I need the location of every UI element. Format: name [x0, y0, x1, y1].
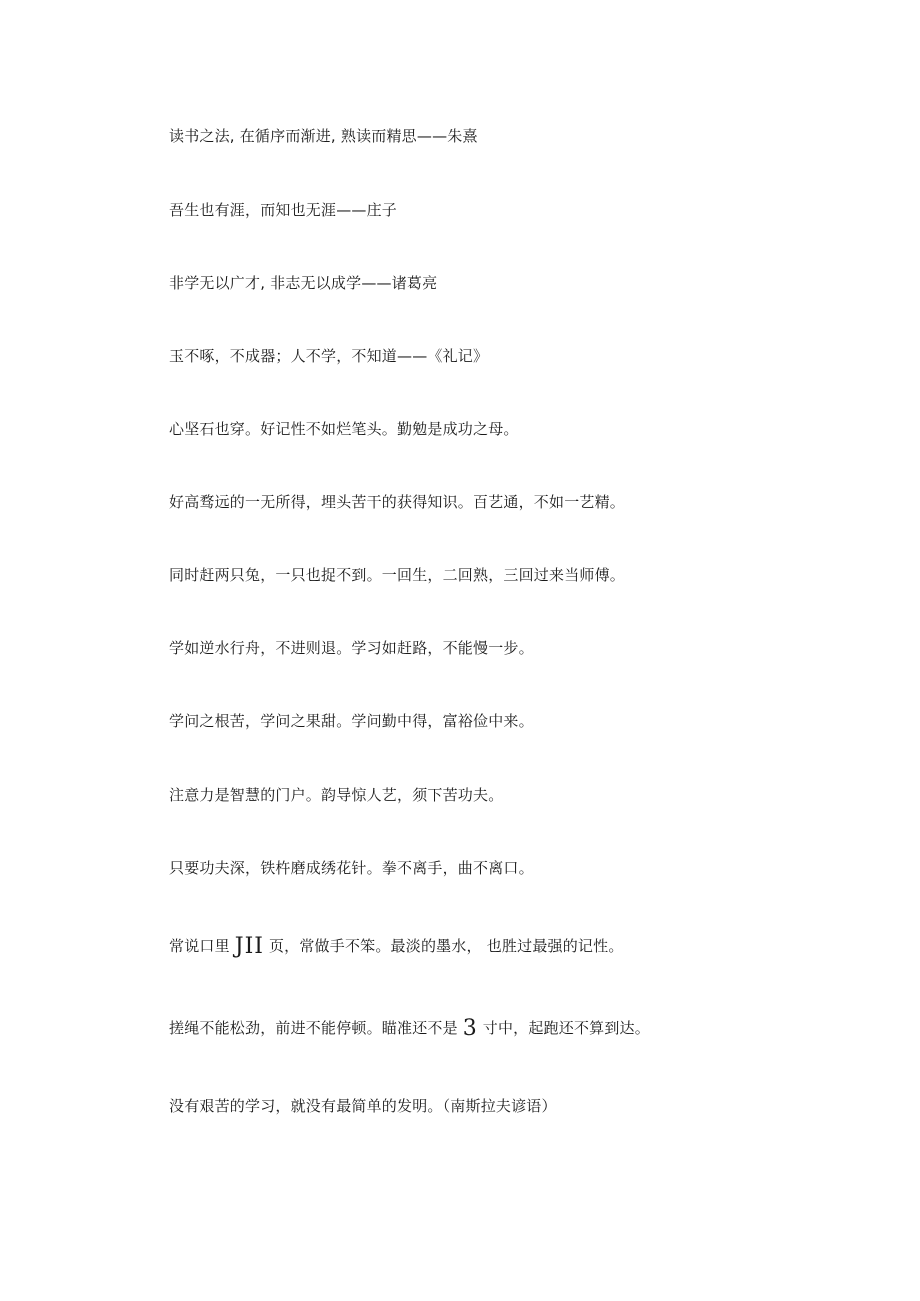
quote-line-9: 学问之根苦，学问之果甜。学问勤中得，富裕俭中来。: [169, 712, 534, 730]
quote-line-12-before: 常说口里: [169, 937, 230, 955]
quote-line-13-special: 3: [462, 1016, 478, 1041]
quote-line-5: 心坚石也穿。好记性不如烂笔头。勤勉是成功之母。: [169, 420, 519, 438]
quote-line-12: [169, 936, 624, 957]
quote-line-12-special: JII: [234, 934, 264, 959]
quote-line-8: 学如逆水行舟，不进则退。学习如赶路，不能慢一步。: [169, 639, 534, 657]
quote-line-7: 同时赶两只兔，一只也捉不到。一回生，二回熟，三回过来当师傅。: [169, 566, 626, 584]
quote-line-12-after: 页，常做手不笨。最淡的墨水， 也胜过最强的记性。: [268, 937, 624, 955]
quote-line-1: 读书之法, 在循序而渐进, 熟读而精思——朱熹: [169, 127, 478, 145]
quote-line-13-after: 寸中，起跑还不算到达。: [482, 1019, 650, 1037]
quote-line-13: [169, 1018, 650, 1039]
quote-line-6: 好高骛远的一无所得，埋头苦干的获得知识。百艺通，不如一艺精。: [169, 493, 626, 511]
quote-line-10: 注意力是智慧的门户。韵导惊人艺，须下苦功夫。: [169, 786, 504, 804]
quote-line-11: 只要功夫深，铁杵磨成绣花针。拳不离手，曲不离口。: [169, 859, 534, 877]
quote-line-2: 吾生也有涯，而知也无涯——庄子: [169, 201, 398, 219]
quote-line-13-before: 搓绳不能松劲，前进不能停顿。瞄准还不是: [169, 1019, 458, 1037]
quote-line-14: 没有艰苦的学习，就没有最简单的发明。（南斯拉夫谚语）: [169, 1097, 557, 1115]
quote-line-4: 玉不啄，不成器；人不学，不知道——《礼记》: [169, 347, 489, 365]
quote-line-3: 非学无以广才, 非志无以成学——诸葛亮: [169, 274, 438, 292]
